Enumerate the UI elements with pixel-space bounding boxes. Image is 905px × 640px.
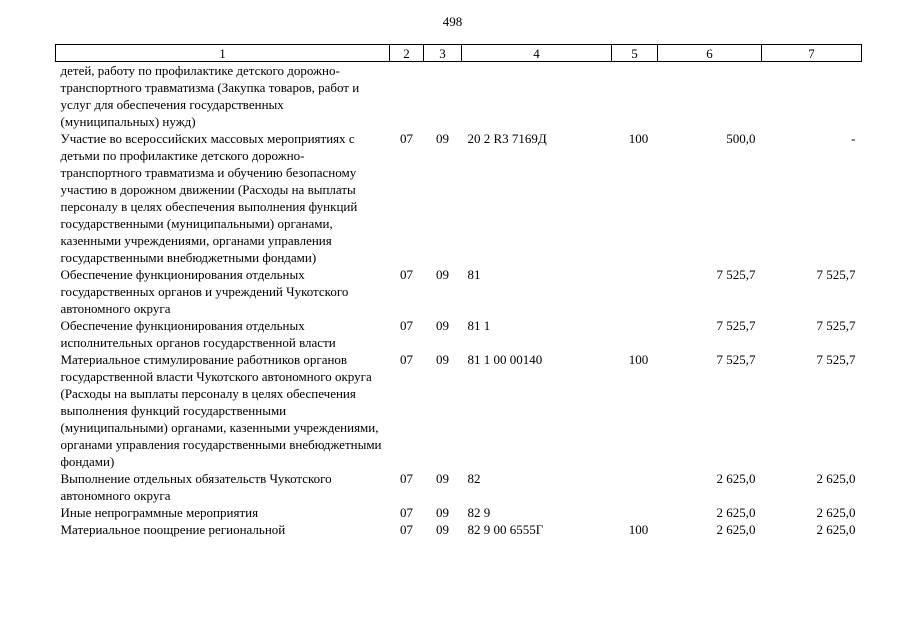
row-section: 07 bbox=[400, 131, 413, 146]
row-amount-7 bbox=[762, 62, 862, 131]
row-amount-6: 2 625,0 bbox=[716, 471, 756, 486]
row-name: Материальное стимулирование работников органов государственной власти Чукотского автономного округа (Расходы на выплаты персоналу в целях обеспечения выполнения функций государственными (муниципальными) органами, казенными учреждениями, органами управления государственными внебюджетными фондами) bbox=[60, 352, 382, 469]
row-expense-type bbox=[612, 62, 658, 131]
row-expense-type bbox=[612, 317, 658, 351]
row-target-code: 20 2 R3 7169Д bbox=[467, 131, 547, 146]
row-amount-6: 7 525,7 bbox=[716, 318, 756, 333]
col-header-3: 3 bbox=[424, 45, 462, 62]
row-name: Выполнение отдельных обязательств Чукотского автономного округа bbox=[60, 471, 332, 503]
row-section: 07 bbox=[400, 471, 413, 486]
row-subsection: 09 bbox=[436, 267, 449, 282]
row-amount-7: 2 625,0 bbox=[816, 522, 856, 537]
row-section: 07 bbox=[400, 267, 413, 282]
row-amount-7: 2 625,0 bbox=[816, 471, 856, 486]
row-subsection: 09 bbox=[436, 131, 449, 146]
row-section: 07 bbox=[400, 505, 413, 520]
table-row bbox=[56, 351, 862, 470]
row-amount-6 bbox=[658, 62, 762, 131]
row-target-code: 81 bbox=[467, 267, 481, 282]
row-amount-7: 7 525,7 bbox=[816, 318, 856, 333]
col-header-6: 6 bbox=[658, 45, 762, 62]
col-header-5: 5 bbox=[612, 45, 658, 62]
row-subsection: 09 bbox=[436, 471, 449, 486]
row-expense-type bbox=[612, 266, 658, 317]
row-target-code: 82 9 bbox=[467, 505, 491, 520]
row-subsection: 09 bbox=[436, 318, 449, 333]
row-subsection: 09 bbox=[436, 522, 449, 537]
row-amount-6: 2 625,0 bbox=[716, 522, 756, 537]
row-expense-type bbox=[612, 504, 658, 521]
table-row bbox=[56, 130, 862, 266]
table-row bbox=[56, 266, 862, 317]
row-expense-type: 100 bbox=[628, 131, 649, 146]
page-number: 498 bbox=[442, 14, 463, 29]
row-section: 07 bbox=[400, 522, 413, 537]
table-row bbox=[56, 504, 862, 521]
row-name: Обеспечение функционирования отдельных государственных органов и учреждений Чукотского автономного округа bbox=[60, 267, 349, 316]
table-row bbox=[56, 470, 862, 504]
row-name: детей, работу по профилактике детского дорожно-транспортного травматизма (Закупка товаров, работ и услуг для обеспечения государственных (муниципальных) нужд) bbox=[60, 63, 360, 129]
row-name: Обеспечение функционирования отдельных исполнительных органов государственной власти bbox=[60, 318, 336, 350]
row-section: 07 bbox=[400, 318, 413, 333]
table-row bbox=[56, 62, 862, 131]
row-expense-type bbox=[612, 470, 658, 504]
row-target-code: 82 9 00 6555Г bbox=[467, 522, 544, 537]
row-name: Материальное поощрение региональной bbox=[60, 522, 286, 537]
row-amount-6: 500,0 bbox=[726, 131, 756, 146]
table-row bbox=[56, 521, 862, 538]
row-expense-type: 100 bbox=[628, 352, 649, 367]
row-target-code bbox=[462, 62, 612, 131]
row-subsection bbox=[424, 62, 462, 131]
row-amount-6: 7 525,7 bbox=[716, 267, 756, 282]
row-name: Иные непрограммные мероприятия bbox=[60, 505, 259, 520]
row-subsection: 09 bbox=[436, 505, 449, 520]
row-target-code: 81 1 bbox=[467, 318, 491, 333]
row-name: Участие во всероссийских массовых мероприятиях с детьми по профилактике детского дорожно-транспортного травматизма и обучению безопасному участию в дорожном движении (Расходы на выплаты персоналу в целях обеспечения выполнения функций государственными (муниципальными) органами, казенными учреждениями, органами управления государственными внебюджетными фондами) bbox=[60, 131, 358, 265]
row-section: 07 bbox=[400, 352, 413, 367]
row-amount-7: - bbox=[851, 131, 856, 146]
row-amount-6: 7 525,7 bbox=[716, 352, 756, 367]
row-amount-7: 2 625,0 bbox=[816, 505, 856, 520]
row-amount-7: 7 525,7 bbox=[816, 267, 856, 282]
row-section bbox=[390, 62, 424, 131]
budget-table bbox=[55, 44, 862, 538]
row-subsection: 09 bbox=[436, 352, 449, 367]
header-row bbox=[56, 45, 862, 62]
table-row bbox=[56, 317, 862, 351]
row-expense-type: 100 bbox=[628, 522, 649, 537]
row-amount-7: 7 525,7 bbox=[816, 352, 856, 367]
col-header-7: 7 bbox=[762, 45, 862, 62]
row-target-code: 82 bbox=[467, 471, 481, 486]
col-header-4: 4 bbox=[462, 45, 612, 62]
row-target-code: 81 1 00 00140 bbox=[467, 352, 543, 367]
col-header-1: 1 bbox=[56, 45, 390, 62]
row-amount-6: 2 625,0 bbox=[716, 505, 756, 520]
col-header-2: 2 bbox=[390, 45, 424, 62]
